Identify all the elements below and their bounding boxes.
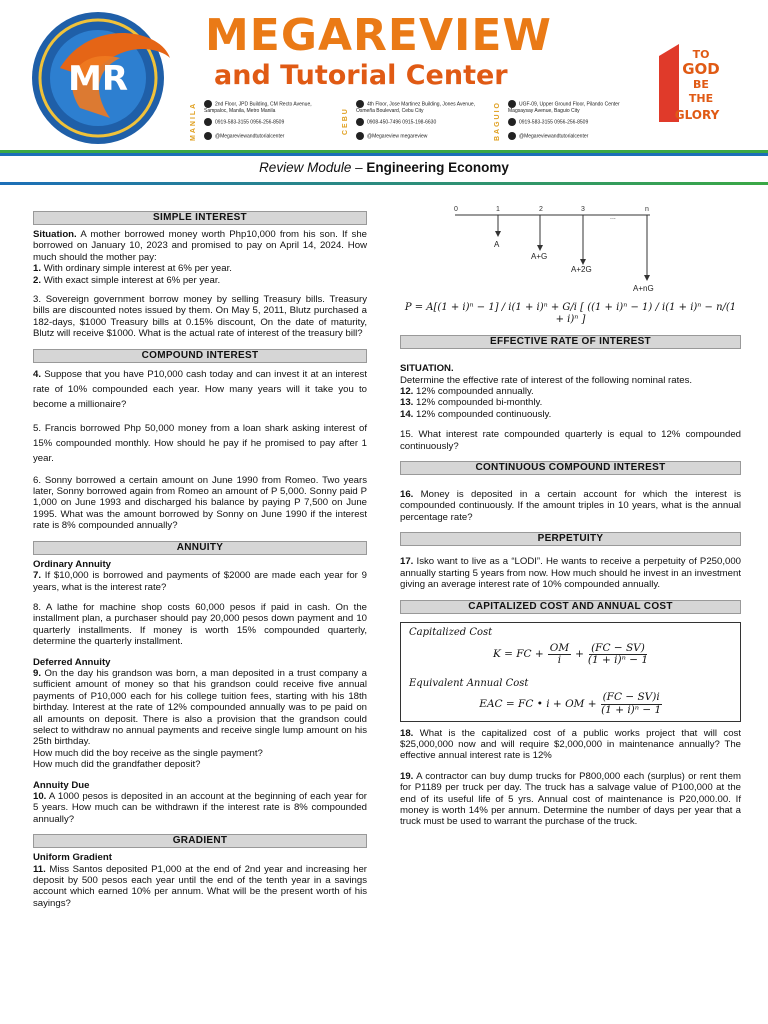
svg-text:2: 2: [539, 206, 543, 213]
gradient-present-worth-formula: P = A[(1 + i)ⁿ − 1] / i(1 + i)ⁿ + G/i [ ((1 + i)ⁿ − 1) / i(1 + i)ⁿ − n/(1 + i)ⁿ ]: [404, 302, 737, 325]
svg-text:THE: THE: [688, 92, 714, 105]
branch-address: 2nd Floor, JPD Building, CM Recto Avenue, Sampaloc, Manila, Metro Manila: [204, 101, 312, 114]
branch-baguio: [494, 98, 644, 146]
svg-text:1: 1: [496, 206, 500, 213]
branch-cebu: [342, 98, 492, 146]
section-heading: CAPITALIZED COST AND ANNUAL COST: [400, 600, 741, 614]
branch-city: BAGUIO: [494, 101, 501, 141]
divider: [0, 153, 768, 156]
right-column: 0 1 2 3 n ... A A+G A+2G A+nG P = A[(1 + i)ⁿ − 1] / i(1 + i)ⁿ + G/i [ ((1 + i)ⁿ − 1) / i(1 + i)ⁿ − n/(1 + i)ⁿ ] EFFECTIVE RATE OF INTEREST SITUATION. Determine the effective rate of interest of the following nominal rates. 12. 12% compounded annually. 13. 12% compounded bi-monthly. 14. 12% compounded continuously. 15. What interest rate compounded quarterly is equal to 12% compounded continuously? CONTINUOUS COMPOUND INTEREST 16. Money is deposited in a certain account for which the interest is compounded continuously. If the amount triples in 10 years, what is the annual percentage rate? PERPETUITY 17. Isko want to live as a “LODI”. He wants to receive a perpetuity of P250,000 annually starting 5 years from now. How much should he invest in an investment giving an average interest rate of 10% compounded annually. CAPITALIZED COST AND ANNUAL COST Capitalized Cost K = FC + $\frac{OM}{i}$ + $\frac{(FC - SV)}{\text{(1 + i)ⁿ − 1}}$ Equivalent Annual Cost EAC = FC • i + OM + $\frac{(FC - SV)i}{\text{(1 + i)ⁿ − 1}}$ 18. What is the capitalized cost of a public works project that will cost $25,000,000 now and will require $2,000,000 in maintenance annually? The effective annual interest rate is 12% 19. A contractor can buy dump trucks for P800,000 each (surplus) or rent them for P1189 per truck per day. The truck has a salvage value of P100,000 at the end of its useful life of 5 yrs. Annual cost of maintenance is P20,000.00. If money is worth 14% per annum. Determine the number of days per year that a truck must be used to warrant the purchase of the truck.: [400, 206, 741, 828]
section-heading: PERPETUITY: [400, 532, 741, 546]
section-heading: COMPOUND INTEREST: [33, 349, 367, 363]
phone-icon: [356, 118, 364, 126]
branch-manila: [190, 98, 340, 146]
question-6: 6. Sonny borrowed a certain amount on June 1990 from Romeo. Two years later, Sonny borrowed again from Romeo an amount of P 5,000. Sonny paid P 1,000 on June 1993 and discharged his balance by paying P 7,500 on June 1995. What was the amount borrowed by Sonny on June 1990 if the interest rate is 8% compounded annually?: [33, 474, 367, 532]
svg-text:A+nG: A+nG: [633, 284, 654, 293]
branch-phone: 0908-450-7496 0915-198-6630: [367, 119, 437, 126]
svg-text:n: n: [645, 206, 649, 213]
brand-name: MEGAREVIEW: [205, 10, 552, 61]
to-god-be-the-glory-badge: [653, 42, 727, 128]
svg-text:0: 0: [454, 206, 458, 213]
branch-social: @Megareview megareview: [367, 133, 428, 140]
page-header: [0, 0, 768, 150]
location-icon: [204, 100, 212, 108]
section-heading: SIMPLE INTEREST: [33, 211, 367, 225]
branch-city: MANILA: [190, 101, 197, 141]
svg-text:BE: BE: [693, 78, 709, 91]
gradient-cashflow-diagram: [400, 205, 741, 293]
question-8: 8. A lathe for machine shop costs 60,000 pesos if paid in cash. On the installment plan, a purchaser should pay 20,000 pesos down payment and 10 quarterly installments. If money is worth 15% compounded quarterly, determine the quarterly installment.: [33, 601, 367, 648]
question-5: 5. Francis borrowed Php 50,000 money from a loan shark asking interest of 15% compounded monthly. How should he pay if he promised to pay after 1 year.: [33, 422, 367, 464]
svg-text:TO: TO: [692, 48, 710, 61]
svg-text:A: A: [494, 240, 500, 249]
question-3: 3. Sovereign government borrow money by selling Treasury bills. Treasury bills are discounted notes issued by them. On May 5, 2011, Blutz purchased a 182-days, $1000 Treasury bills at 0.15% discount, On the date of maturity, Blutz will receive $1000. What is the actual rate of interest of the treasury bill?: [33, 294, 367, 340]
facebook-icon: [508, 132, 516, 140]
section-heading: ANNUITY: [33, 541, 367, 555]
branch-phone: 0919-583-3155 0956-256-8509: [519, 119, 589, 126]
svg-text:GLORY: GLORY: [674, 108, 720, 122]
branch-address: UGF-09, Upper Ground Floor, Pilando Center Magsaysay Avenue, Baguio City: [508, 101, 620, 114]
divider: [0, 182, 768, 185]
facebook-icon: [204, 132, 212, 140]
svg-text:A+G: A+G: [531, 252, 548, 261]
section-heading: GRADIENT: [33, 834, 367, 848]
cost-formula-box: Capitalized Cost K = FC + $\frac{OM}{i}$ + $\frac{(FC - SV)}{\text{(1 + i)ⁿ − 1}}$ Equivalent Annual Cost EAC = FC • i + OM + $\frac{(FC - SV)i}{\text{(1 + i)ⁿ − 1}}$: [400, 622, 741, 722]
location-icon: [356, 100, 364, 108]
branch-social: @Megareviewandtutorialcenter: [215, 133, 285, 140]
facebook-icon: [356, 132, 364, 140]
equivalent-annual-cost-formula: EAC = FC • i + OM + $\frac{(FC - SV)i}{\text{(1 + i)ⁿ − 1}}$: [479, 691, 662, 716]
svg-text:MR: MR: [67, 59, 129, 99]
location-icon: [508, 100, 516, 108]
phone-icon: [204, 118, 212, 126]
subheading: Annuity Due: [33, 779, 90, 791]
megareview-logo: [20, 8, 182, 148]
svg-text:3: 3: [581, 206, 585, 213]
section-heading: CONTINUOUS COMPOUND INTEREST: [400, 461, 741, 475]
subheading: Ordinary Annuity: [33, 558, 112, 570]
svg-text:...: ...: [610, 214, 616, 221]
branch-social: @Megareviewandtutorialcenter: [519, 133, 589, 140]
subheading: Deferred Annuity: [33, 656, 111, 668]
subheading: Uniform Gradient: [33, 852, 112, 864]
branch-city: CEBU: [342, 107, 349, 135]
svg-text:GOD: GOD: [682, 60, 720, 78]
svg-text:A+2G: A+2G: [571, 265, 592, 274]
question-15: 15. What interest rate compounded quarterly is equal to 12% compounded continuously?: [400, 429, 741, 452]
branch-phone: 0919-583-3155 0956-256-8509: [215, 119, 285, 126]
page-title: Review Module – Engineering Economy: [259, 160, 509, 175]
capitalized-cost-formula: K = FC + $\frac{OM}{i}$ + $\frac{(FC - SV)}{\text{(1 + i)ⁿ − 1}}$: [492, 642, 649, 667]
phone-icon: [508, 118, 516, 126]
left-column: SIMPLE INTEREST Situation. A mother borrowed money worth Php10,000 from his son. If she borrowed on January 10, 2023 and promised to pay on April 14, 2024. How much should the mother pay: 1. With ordinary simple interest at 6% per year. 2. With exact simple interest at 6% per year. 3. Sovereign government borrow money by selling Treasury bills. Treasury bills are discounted notes issued by them. On May 5, 2011, Blutz purchased a 182-days, $1000 Treasury bills at 0.15% discount, On the date of maturity, Blutz will receive $1000. What is the actual rate of interest of the treasury bill? COMPOUND INTEREST 4. Suppose that you have P10,000 cash today and can invest it at an interest rate of 10% compounded each year. How many years will it take you to become a millionaire? 5. Francis borrowed Php 50,000 money from a loan shark asking interest of 15% compounded monthly. How should he pay if he promised to pay after 1 year. 6. Sonny borrowed a certain amount on June 1990 from Romeo. Two years later, Sonny borrowed again from Romeo an amount of P 5,000. Sonny paid P 1,000 on June 1993 and discharged his balance by paying P 7,500 on June 1995. What was the amount borrowed by Sonny on June 1990 if the interest rate is 8% compounded annually? ANNUITY Ordinary Annuity 7. If $10,000 is borrowed and payments of $2000 are made each year for 9 years, what is the interest rate? 8. A lathe for machine shop costs 60,000 pesos if paid in cash. On the installment plan, a purchaser should pay 20,000 pesos down payment and 10 quarterly installments. If money is worth 15% compounded quarterly, determine the quarterly installment. Deferred Annuity 9. On the day his grandson was born, a man deposited in a trust company a sufficient amount of money so that his grandson could receive five annual payments of P10,000 each for his college tuition fees, starting with his 18th birthday. Interest at the rate of 12% compounded annually was to pe paid on all amounts on deposit. There is also a provision that the grandson could select to withdraw no annual payments and receive single lump amount on his 25th birthday. How much did the boy receive as the single payment? How much did the grandfather deposit? Annuity Due 10. A 1000 pesos is deposited in an account at the beginning of each year for 5 years. How much can be withdrawn if the interest rate is 8% compounded annually? GRADIENT Uniform Gradient 11. Miss Santos deposited P1,000 at the end of 2nd year and increasing her deposit by 500 pesos each year until the end of the tenth year in a savings account which earned 10% per annum. What will be the present worth of his sayings?: [33, 212, 368, 909]
brand-tagline: and Tutorial Center: [214, 60, 508, 91]
section-heading: EFFECTIVE RATE OF INTEREST: [400, 335, 741, 349]
branch-address: 4th Floor, Jose Martinez Building, Jones Avenue, Osmeña Boulevard, Cebu City: [356, 101, 476, 114]
